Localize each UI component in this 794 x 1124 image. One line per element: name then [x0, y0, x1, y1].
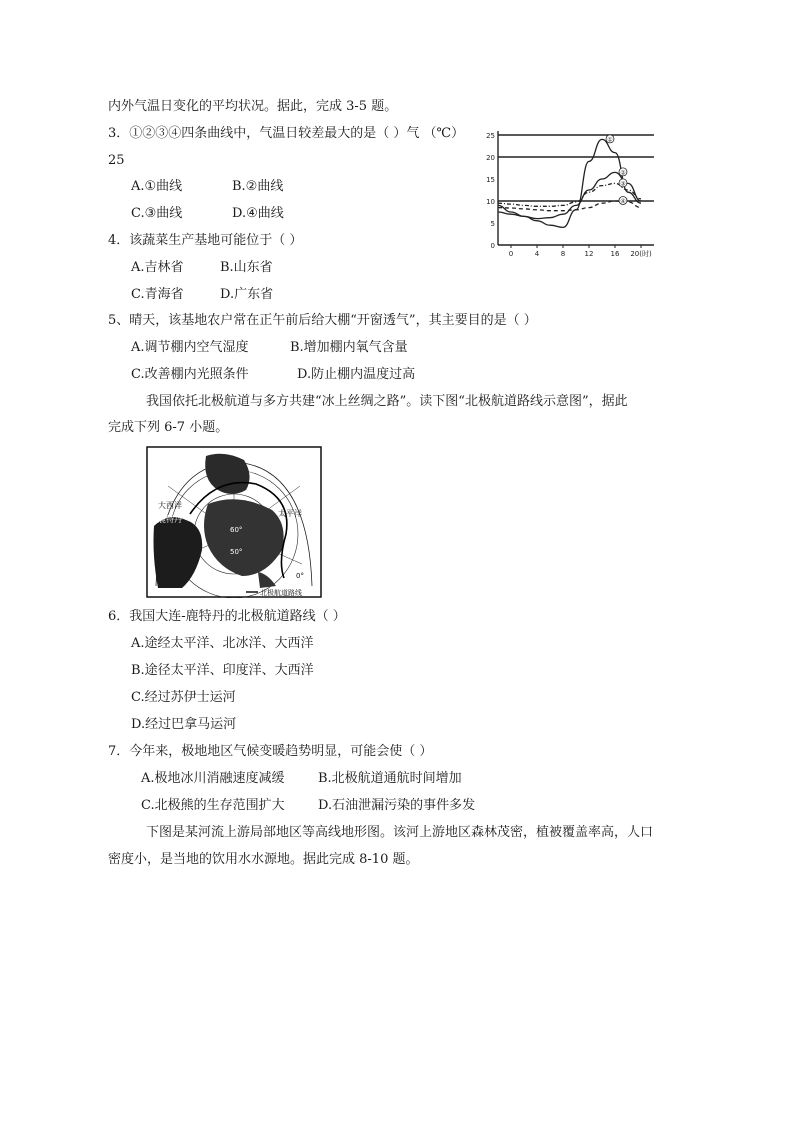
lat-label-0: 0°	[296, 572, 304, 580]
y-tick-label: 25	[486, 132, 495, 140]
q6-stem: 6．我国大连-鹿特丹的北极航道路线（ ）	[108, 609, 346, 624]
intro-tail: 内外气温日变化的平均状况。据此，完成 3-5 题。	[108, 99, 398, 114]
q5-option-b: B.增加棚内氧气含量	[290, 340, 408, 355]
q7-option-d: D.石油泄漏污染的事件多发	[318, 798, 476, 813]
q7-stem: 7．今年来，极地地区气候变暖趋势明显，可能会使（ ）	[108, 744, 433, 759]
y-tick-label: 10	[486, 198, 495, 206]
series-label: ③	[620, 180, 626, 188]
x-tick-label: 16	[610, 250, 620, 258]
series-line	[498, 172, 641, 218]
q7-option-a: A.极地冰川消融速度减缓	[141, 771, 285, 786]
q6-option-a: A.途经太平洋、北冰洋、大西洋	[131, 636, 314, 651]
q4-option-c: C.青海省	[131, 287, 184, 302]
q5-stem: 5、晴天，该基地农户常在正午前后给大棚“开窗透气”，其主要目的是（ ）	[108, 313, 537, 328]
q3-option-b: B.②曲线	[232, 179, 284, 194]
x-tick-label: 12	[584, 250, 594, 258]
q4-option-a: A.吉林省	[131, 260, 184, 275]
y-tick-label: 0	[490, 242, 495, 250]
passage3-line2: 密度小，是当地的饮用水水源地。据此完成 8-10 题。	[108, 852, 419, 867]
label-atlantic: 大西洋	[158, 501, 182, 510]
y-tick-label: 20	[486, 154, 495, 162]
q3-stem: 3．①②③④四条曲线中，气温日较差最大的是（ ）气 （℃）	[108, 126, 465, 141]
x-tick-label: 0	[508, 250, 514, 258]
q5-option-a: A.调节棚内空气湿度	[131, 340, 249, 355]
legend-label: 北极航道路线	[260, 589, 302, 597]
q7-option-b: B.北极航道通航时间增加	[318, 771, 462, 786]
series-label: ④	[620, 198, 626, 205]
label-rotterdam: 鹿特丹	[158, 515, 182, 524]
lat-label-50: 50°	[230, 548, 243, 556]
q3-option-a: A.①曲线	[131, 179, 183, 194]
arctic-route-map	[146, 446, 322, 598]
series-label: ①	[607, 136, 613, 144]
q3-option-d: D.④曲线	[232, 206, 284, 221]
passage3-line1: 下图是某河流上游局部地区等高线地形图。该河上游地区森林茂密，植被覆盖率高，人口	[146, 825, 654, 840]
passage2-line2: 完成下列 6-7 小题。	[108, 420, 229, 435]
q4-stem: 4．该蔬菜生产基地可能位于（ ）	[108, 233, 303, 248]
q5-option-c: C.改善棚内光照条件	[131, 367, 249, 382]
temperature-chart	[482, 127, 660, 259]
x-tick-label: 4	[534, 250, 540, 258]
q4-option-b: B.山东省	[220, 260, 273, 275]
lat-label-60: 60°	[230, 526, 243, 534]
x-tick-label: 8	[560, 250, 566, 258]
q6-option-c: C.经过苏伊士运河	[131, 690, 236, 705]
q5-option-d: D.防止棚内温度过高	[297, 367, 416, 382]
y-tick-label: 5	[490, 220, 495, 228]
y-tick-label: 15	[486, 176, 495, 184]
label-pacific: 太平洋	[278, 509, 302, 518]
series-label: ②	[620, 169, 626, 177]
q6-option-b: B.途径太平洋、印度洋、大西洋	[131, 663, 314, 678]
q7-option-c: C.北极熊的生存范围扩大	[141, 798, 285, 813]
q3-stem-wrap: 25	[108, 153, 125, 168]
passage2-line1: 我国依托北极航道与多方共建“冰上丝绸之路”。读下图“北极航道路线示意图”，据此	[146, 394, 628, 409]
q3-option-c: C.③曲线	[131, 206, 183, 221]
q4-option-d: D.广东省	[220, 287, 274, 302]
q6-option-d: D.经过巴拿马运河	[131, 717, 237, 732]
x-tick-label: 20(时)	[630, 250, 652, 258]
